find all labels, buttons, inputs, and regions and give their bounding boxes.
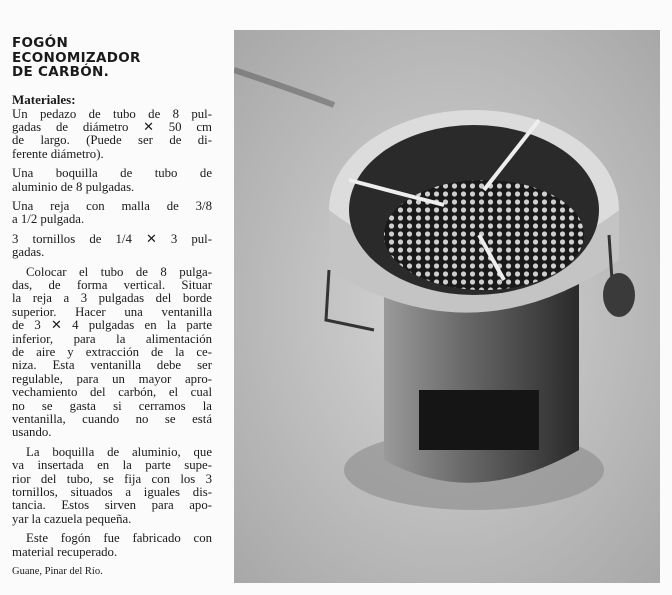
text-line: gadas. bbox=[12, 245, 45, 260]
paragraph bbox=[12, 108, 212, 162]
title-line: ECONOMIZADOR bbox=[12, 49, 141, 66]
text-line: de 3 ✕ 4 pulgadas en la parte bbox=[12, 318, 212, 333]
stove-photo bbox=[234, 30, 660, 583]
title-line: DE CARBÓN. bbox=[12, 64, 110, 80]
text-line: Colocar el tubo de 8 pulga- bbox=[26, 264, 212, 279]
text-line: ferente diámetro). bbox=[12, 146, 104, 161]
text-line: Una reja con malla de 3/8 bbox=[12, 198, 212, 213]
text-line: Un pedazo de tubo de 8 pul- bbox=[12, 106, 212, 121]
text-line: yar la cazuela pequeña. bbox=[12, 511, 132, 526]
text-line: usando. bbox=[12, 425, 52, 440]
text-line: Una boquilla de tubo de bbox=[12, 166, 212, 181]
text-line: ventanilla, cuando no se está bbox=[12, 412, 212, 427]
text-line: de largo. (Puede ser de di- bbox=[12, 133, 212, 148]
text-line: niza. Esta ventanilla debe ser bbox=[12, 358, 212, 373]
paragraph bbox=[12, 200, 212, 227]
signature: Guane, Pinar del Río. bbox=[12, 566, 103, 578]
text-line: la reja a 3 pulgadas del borde bbox=[12, 291, 212, 306]
paragraph bbox=[12, 446, 212, 526]
text-line: La boquilla de aluminio, que bbox=[26, 444, 212, 459]
materials-heading: Materiales: bbox=[12, 91, 76, 107]
text-line: aluminio de 8 pulgadas. bbox=[12, 179, 135, 194]
text-line: de aire y extracción de la ce- bbox=[12, 345, 212, 359]
text-line: tornillos, situados a iguales dis- bbox=[12, 485, 212, 500]
text-line: rior del tubo, se fija con los 3 bbox=[12, 471, 212, 486]
text-line: va insertada en la parte supe- bbox=[12, 458, 212, 473]
text-line: tancia. Estos sirven para apo- bbox=[12, 498, 212, 513]
paragraph bbox=[12, 233, 212, 260]
article-title bbox=[12, 36, 212, 80]
text-line: 3 tornillos de 1/4 ✕ 3 pul- bbox=[12, 231, 212, 246]
text-line: a 1/2 pulgada. bbox=[12, 212, 85, 227]
text-line: regulable, para un mayor apro- bbox=[12, 371, 212, 386]
title-line: FOGÓN bbox=[12, 35, 69, 51]
text-line: vechamiento del carbón, el cual bbox=[12, 385, 212, 400]
paragraph bbox=[12, 532, 212, 559]
paragraph bbox=[12, 167, 212, 194]
text-line: no se gasta si cerramos la bbox=[12, 398, 212, 413]
paragraph bbox=[12, 266, 212, 440]
text-line: gadas de diámetro ✕ 50 cm bbox=[12, 119, 212, 134]
text-line: inferior, para la alimentación bbox=[12, 331, 212, 346]
text-line: das, de forma vertical. Situar bbox=[12, 277, 212, 292]
text-line: Este fogón fue fabricado con bbox=[26, 531, 212, 546]
text-line: material recuperado. bbox=[12, 544, 118, 559]
article-body bbox=[12, 108, 212, 560]
text-line: superior. Hacer una ventanilla bbox=[12, 304, 212, 319]
article-column bbox=[12, 36, 212, 578]
